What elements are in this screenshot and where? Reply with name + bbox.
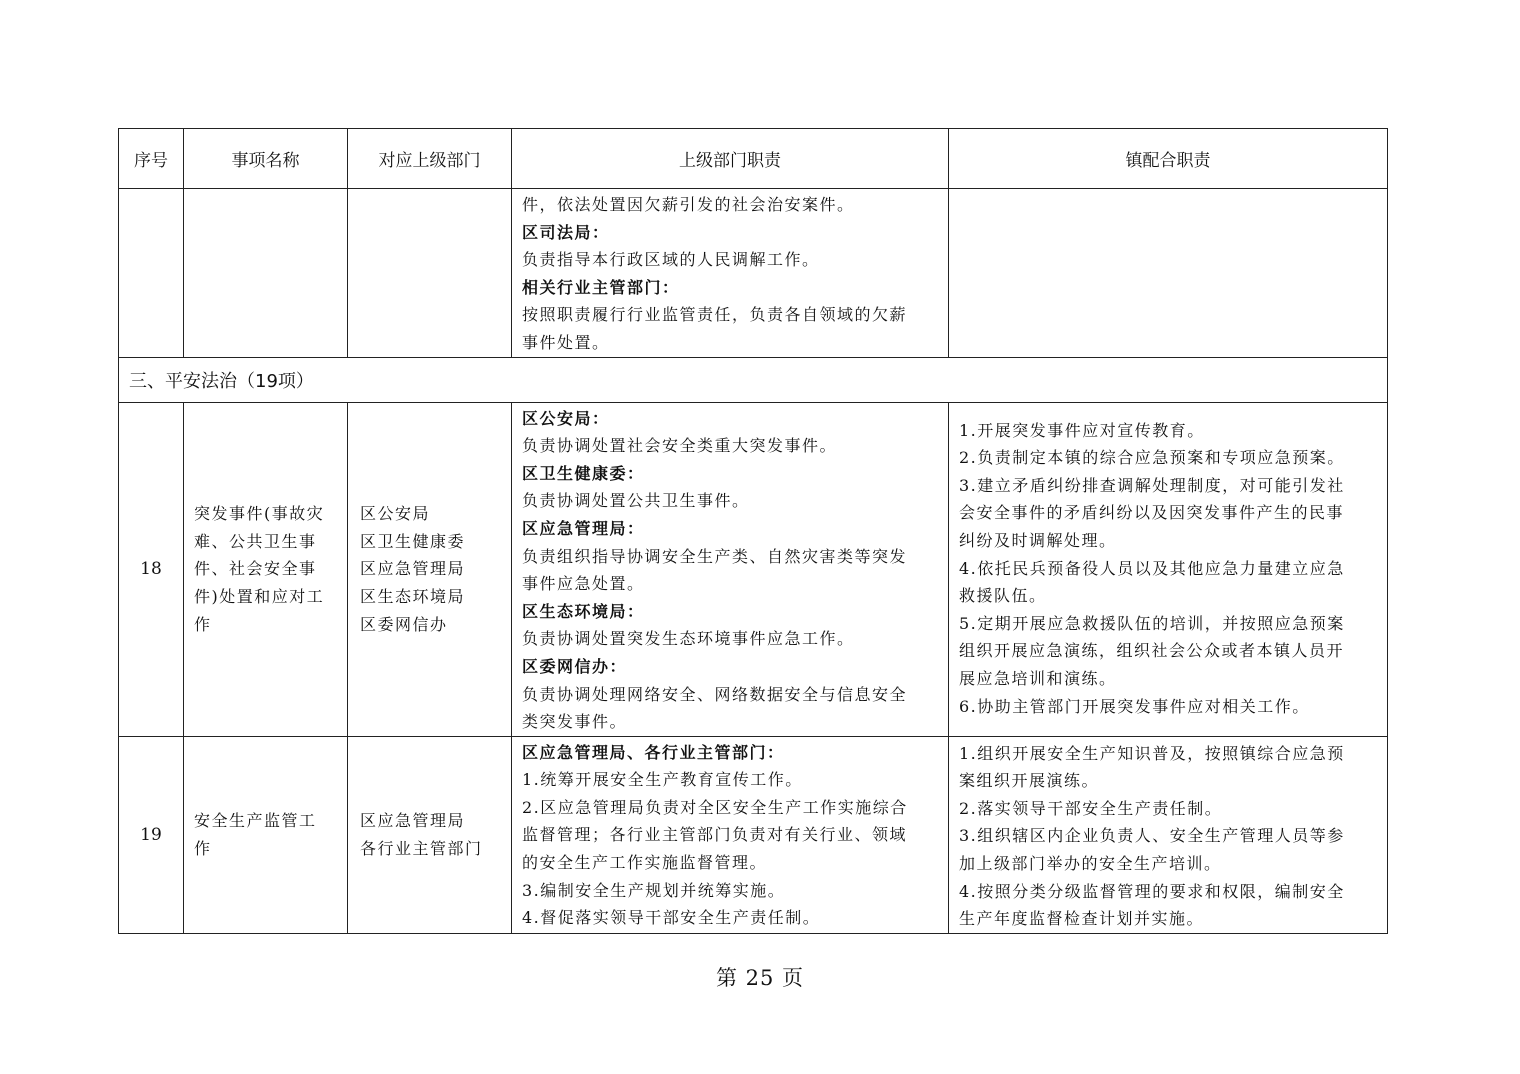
cont-number-cell — [119, 189, 184, 358]
town-duty-line: 救援队伍。 — [959, 586, 1047, 606]
item-name-line: 难、公共卫生事 — [194, 531, 317, 551]
dept-name: 区应急管理局 — [360, 559, 466, 579]
town-duty-line: 2.负责制定本镇的综合应急预案和专项应急预案。 — [959, 448, 1345, 468]
town-duties-cell — [949, 736, 1388, 933]
row-number: 19 — [119, 736, 184, 933]
cont-item-cell — [184, 189, 348, 358]
upper-duty-text: 件，依法处置因欠薪引发的社会治安案件。 — [522, 195, 855, 214]
town-duty-line: 3.建立矛盾纠纷排查调解处理制度，对可能引发社 — [959, 475, 1345, 495]
responsibility-table — [118, 128, 1388, 934]
upper-duty-text: 2.区应急管理局负责对全区安全生产工作实施综合 — [522, 797, 908, 817]
town-duty-line: 案组织开展演练。 — [959, 771, 1100, 791]
upper-duty-text: 事件处置。 — [522, 332, 610, 352]
town-duties-cell — [949, 402, 1388, 736]
upper-duties-cell — [512, 736, 949, 933]
upper-duty-text: 负责协调处置公共卫生事件。 — [522, 491, 750, 511]
section-row — [119, 357, 1388, 402]
upper-duty-text: 1.统筹开展安全生产教育宣传工作。 — [522, 770, 803, 790]
upper-duty-text: 负责协调处理网络安全、网络数据安全与信息安全 — [522, 684, 908, 704]
cont-town-duties-cell — [949, 189, 1388, 358]
item-name-line: 安全生产监管工 — [194, 811, 317, 831]
header-town-duties: 镇配合职责 — [949, 129, 1388, 189]
upper-duty-dept: 区生态环境局： — [522, 601, 645, 621]
table-row — [119, 402, 1388, 736]
town-duty-line: 生产年度监督检查计划并实施。 — [959, 909, 1205, 929]
header-item-name: 事项名称 — [184, 129, 348, 189]
town-duty-line: 4.按照分类分级监督管理的要求和权限，编制安全 — [959, 881, 1345, 901]
upper-duty-text: 事件应急处置。 — [522, 574, 645, 594]
dept-name: 区应急管理局 — [360, 811, 466, 831]
upper-duty-text: 4.督促落实领导干部安全生产责任制。 — [522, 908, 821, 928]
section-title: 三、平安法治（19项） — [119, 357, 1388, 402]
upper-duty-text: 类突发事件。 — [522, 712, 628, 732]
dept-name: 区卫生健康委 — [360, 531, 466, 551]
town-duty-line: 5.定期开展应急救援队伍的培训，并按照应急预案 — [959, 613, 1345, 633]
dept-name: 区生态环境局 — [360, 586, 466, 606]
cont-dept-cell — [348, 189, 512, 358]
town-duty-line: 2.落实领导干部安全生产责任制。 — [959, 798, 1223, 818]
item-name-line: 作 — [194, 614, 212, 634]
upper-duty-dept: 区应急管理局： — [522, 518, 645, 538]
upper-duty-text: 负责协调处置突发生态环境事件应急工作。 — [522, 629, 855, 649]
town-duty-line: 3.组织辖区内企业负责人、安全生产管理人员等参 — [959, 826, 1345, 846]
upper-duty-text: 3.编制安全生产规划并统筹实施。 — [522, 880, 786, 900]
continuation-row — [119, 189, 1388, 358]
upper-duty-text: 的安全生产工作实施监督管理。 — [522, 853, 768, 873]
dept-name: 各行业主管部门 — [360, 838, 483, 858]
item-name-cell — [184, 402, 348, 736]
upper-duties-cell — [512, 402, 949, 736]
upper-duty-dept: 区委网信办： — [522, 656, 628, 676]
upper-duty-text: 负责指导本行政区域的人民调解工作。 — [522, 250, 820, 270]
upper-duty-text: 负责组织指导协调安全生产类、自然灾害类等突发 — [522, 546, 908, 566]
row-number: 18 — [119, 402, 184, 736]
upper-duty-dept: 区公安局： — [522, 408, 610, 428]
town-duty-line: 1.开展突发事件应对宣传教育。 — [959, 420, 1205, 440]
town-duty-line: 会安全事件的矛盾纠纷以及因突发事件产生的民事 — [959, 503, 1345, 523]
upper-duty-dept: 区司法局： — [522, 222, 610, 242]
upper-duty-text: 按照职责履行行业监管责任，负责各自领域的欠薪 — [522, 305, 908, 325]
dept-name: 区公安局 — [360, 504, 431, 524]
item-name-line: 件)处置和应对工 — [194, 586, 325, 606]
town-duty-line: 加上级部门举办的安全生产培训。 — [959, 854, 1222, 874]
upper-duty-dept: 区卫生健康委： — [522, 463, 645, 483]
town-duty-line: 4.依托民兵预备役人员以及其他应急力量建立应急 — [959, 558, 1345, 578]
upper-duty-text: 监督管理；各行业主管部门负责对有关行业、领域 — [522, 825, 908, 845]
town-duty-line: 组织开展应急演练，组织社会公众或者本镇人员开 — [959, 641, 1345, 661]
town-duty-line: 纠纷及时调解处理。 — [959, 530, 1117, 550]
upper-duty-text: 负责协调处置社会安全类重大突发事件。 — [522, 436, 838, 456]
page-number: 第 25 页 — [715, 966, 805, 990]
header-upper-dept: 对应上级部门 — [348, 129, 512, 189]
town-duty-line: 6.协助主管部门开展突发事件应对相关工作。 — [959, 696, 1310, 716]
dept-cell — [348, 736, 512, 933]
header-row — [119, 129, 1388, 189]
upper-duty-dept: 相关行业主管部门： — [522, 277, 680, 297]
dept-cell — [348, 402, 512, 736]
item-name-line: 件、社会安全事 — [194, 559, 317, 579]
item-name-cell — [184, 736, 348, 933]
town-duty-line: 展应急培训和演练。 — [959, 668, 1117, 688]
town-duty-line: 1.组织开展安全生产知识普及，按照镇综合应急预 — [959, 743, 1345, 763]
item-name-line: 突发事件(事故灾 — [194, 504, 325, 524]
table-row — [119, 736, 1388, 933]
header-number: 序号 — [119, 129, 184, 189]
dept-name: 区委网信办 — [360, 614, 448, 634]
item-name-line: 作 — [194, 838, 212, 858]
upper-duty-dept: 区应急管理局、各行业主管部门： — [522, 742, 785, 762]
header-upper-duties: 上级部门职责 — [512, 129, 949, 189]
cont-upper-duties-cell — [512, 189, 949, 358]
